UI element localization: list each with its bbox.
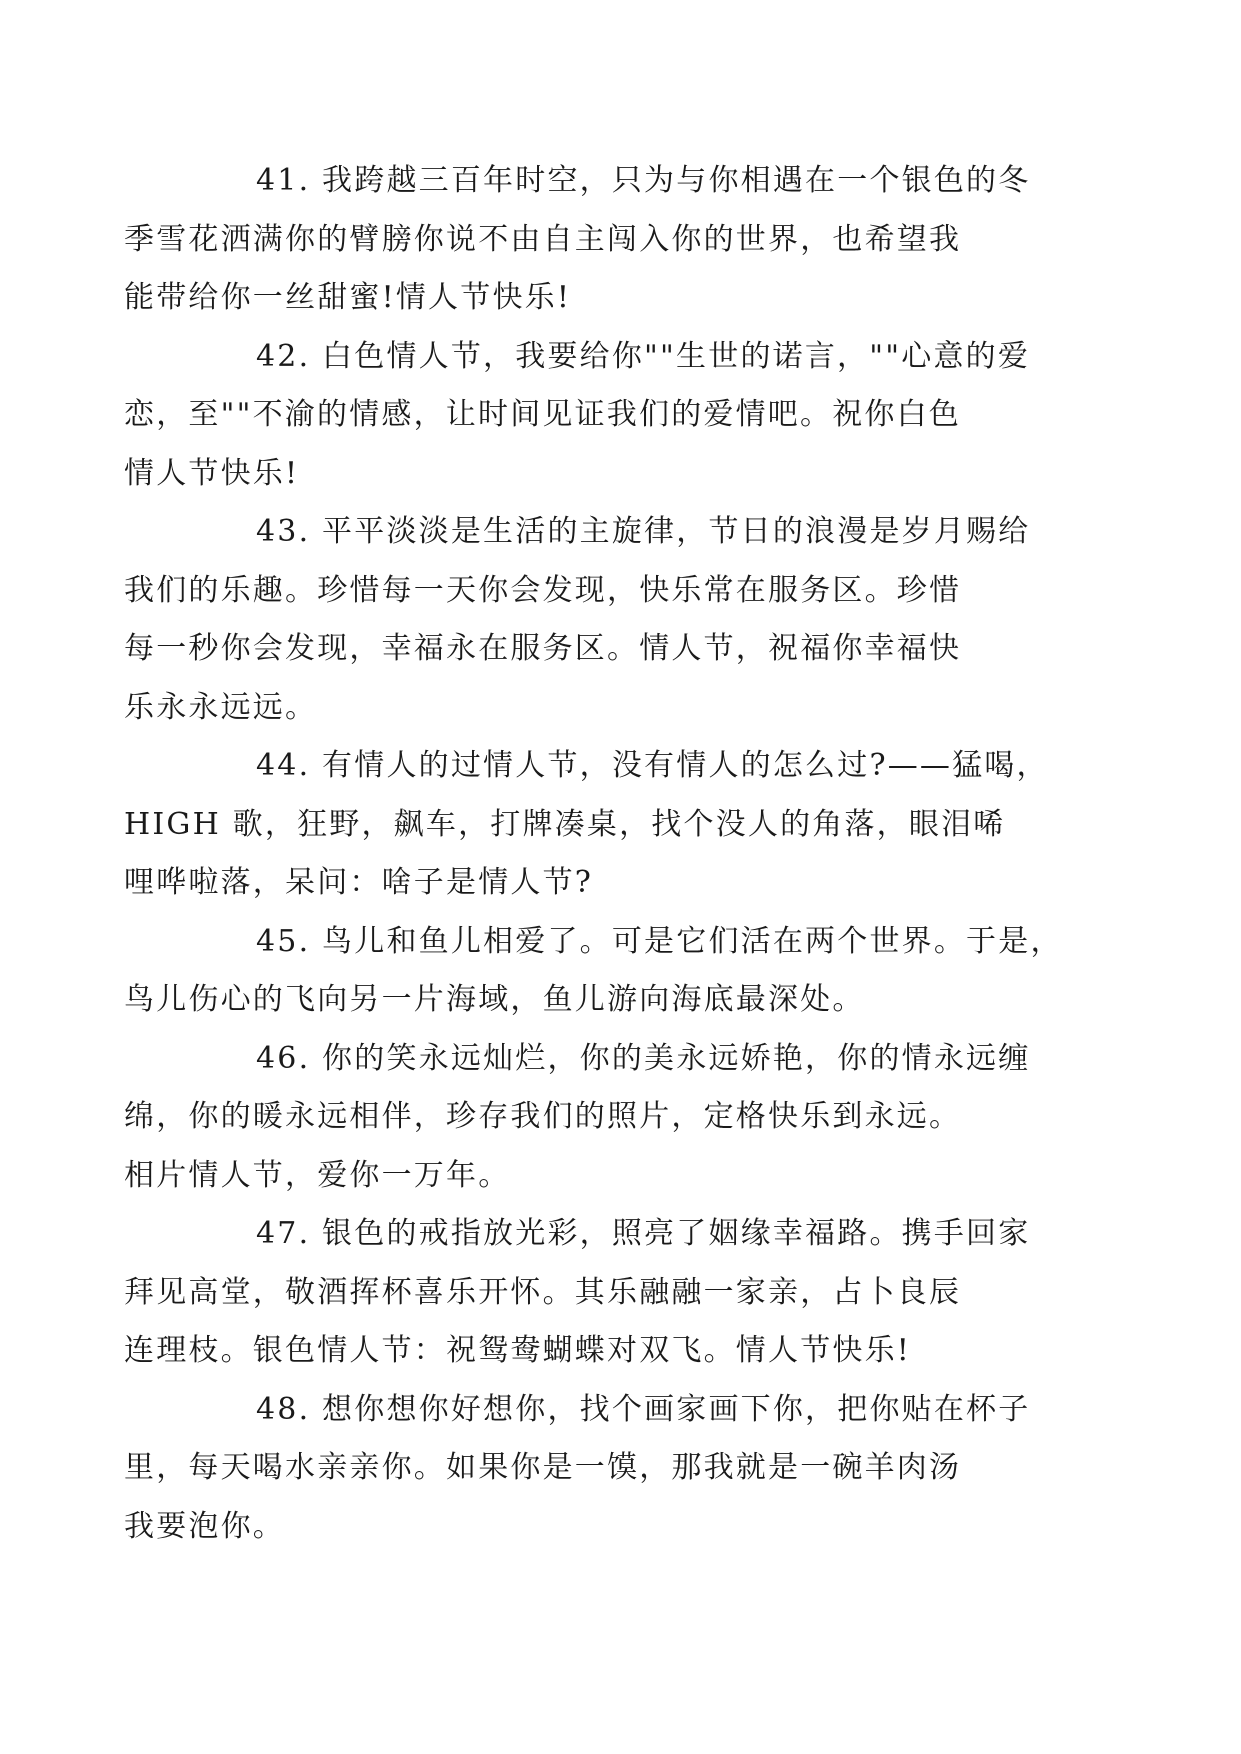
paragraph-line: 鸟儿伤心的飞向另一片海域，鱼儿游向海底最深处。 xyxy=(124,982,865,1017)
paragraph-line: 46. 你的笑永远灿烂，你的美永远娇艳，你的情永远缠 xyxy=(256,1040,1031,1076)
paragraph-line: 42. 白色情人节，我要给你""生世的诺言，""心意的爱 xyxy=(256,338,1031,374)
paragraph-line: 每一秒你会发现，幸福永在服务区。情人节，祝福你幸福快 xyxy=(124,631,962,666)
paragraph-line: 绵，你的暖永远相伴，珍存我们的照片，定格快乐到永远。 xyxy=(124,1099,962,1134)
document-body xyxy=(124,152,1070,1556)
paragraph-line: 相片情人节，爱你一万年。 xyxy=(124,1157,511,1193)
paragraph-line: 情人节快乐! xyxy=(124,455,300,491)
paragraph-line: 我要泡你。 xyxy=(124,1508,285,1544)
paragraph-line: 能带给你一丝甜蜜!情人节快乐! xyxy=(124,280,572,315)
paragraph-line: HIGH 歌，狂野，飙车，打牌凑桌，找个没人的角落，眼泪唏 xyxy=(124,806,1006,842)
paragraph-line: 45. 鸟儿和鱼儿相爱了。可是它们活在两个世界。于是， xyxy=(256,923,1063,959)
paragraph-46 xyxy=(124,1030,1070,1206)
paragraph-line: 我们的乐趣。珍惜每一天你会发现，快乐常在服务区。珍惜 xyxy=(124,572,962,608)
paragraph-43 xyxy=(124,503,1070,737)
paragraph-line: 里，每天喝水亲亲你。如果你是一馍，那我就是一碗羊肉汤 xyxy=(124,1450,962,1485)
paragraph-44 xyxy=(124,737,1070,913)
paragraph-line: 季雪花洒满你的臂膀你说不由自主闯入你的世界，也希望我 xyxy=(124,221,962,257)
paragraph-line: 连理枝。银色情人节：祝鸳鸯蝴蝶对双飞。情人节快乐! xyxy=(124,1333,912,1368)
paragraph-line: 恋，至""不渝的情感，让时间见证我们的爱情吧。祝你白色 xyxy=(124,397,961,432)
paragraph-line: 47. 银色的戒指放光彩，照亮了姻缘幸福路。携手回家 xyxy=(256,1216,1031,1251)
paragraph-line: 拜见高堂，敬酒挥杯喜乐开怀。其乐融融一家亲，占卜良辰 xyxy=(124,1274,962,1310)
paragraph-line: 48. 想你想你好想你，找个画家画下你，把你贴在杯子 xyxy=(256,1391,1031,1427)
paragraph-41 xyxy=(124,152,1070,328)
paragraph-42 xyxy=(124,328,1070,504)
paragraph-48 xyxy=(124,1381,1070,1557)
paragraph-47 xyxy=(124,1205,1070,1381)
paragraph-line: 哩哗啦落，呆问：啥子是情人节? xyxy=(124,865,594,900)
paragraph-line: 乐永永远远。 xyxy=(124,689,318,725)
paragraph-line: 43. 平平淡淡是生活的主旋律，节日的浪漫是岁月赐给 xyxy=(256,514,1031,549)
paragraph-line: 44. 有情人的过情人节，没有情人的怎么过?——猛喝， xyxy=(256,748,1049,783)
paragraph-line: 41. 我跨越三百年时空，只为与你相遇在一个银色的冬 xyxy=(256,163,1031,198)
paragraph-45 xyxy=(124,913,1070,1030)
